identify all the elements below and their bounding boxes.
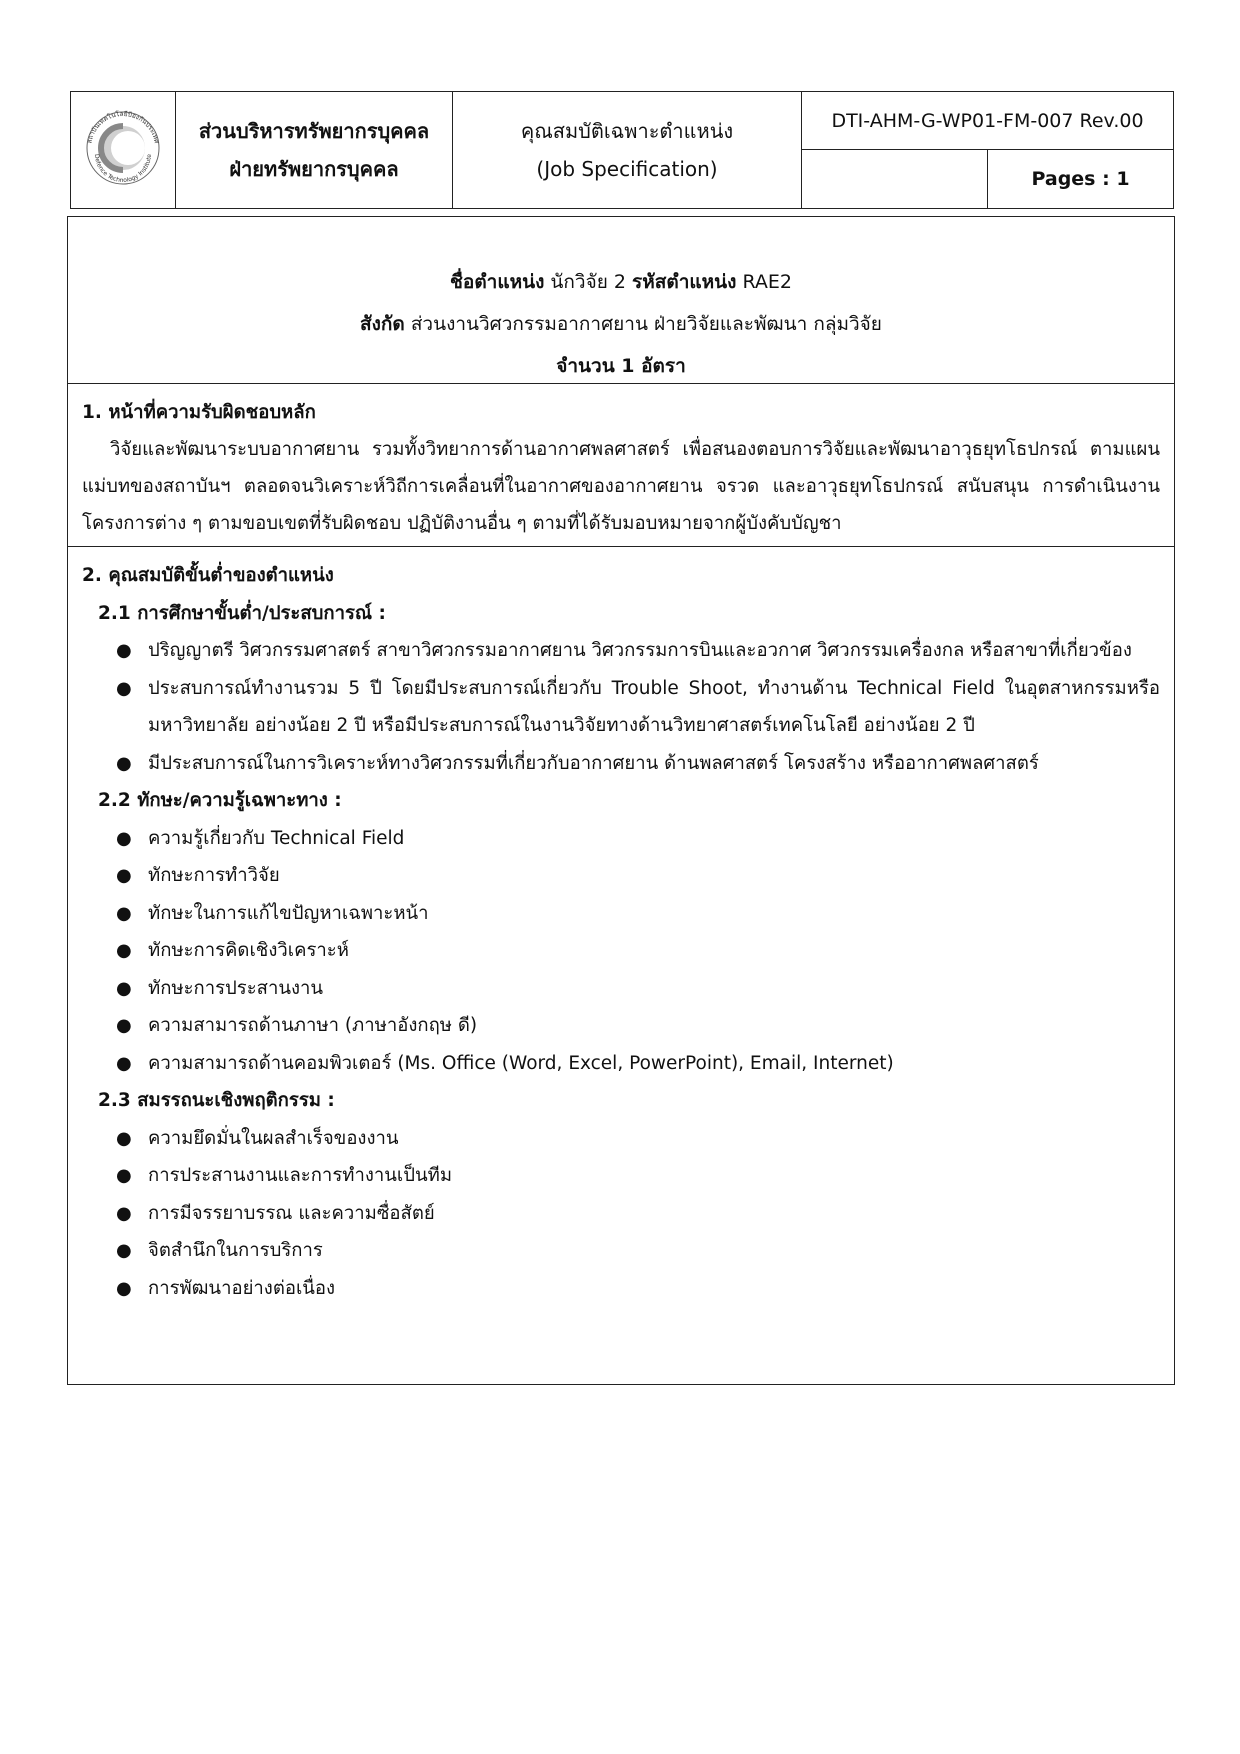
division-name: ฝ่ายทรัพยากรบุคคล xyxy=(229,157,399,181)
bullet-icon: ● xyxy=(116,640,132,661)
bullet-icon: ● xyxy=(116,677,132,699)
blank-cell xyxy=(802,150,988,209)
dti-logo-icon xyxy=(82,107,164,189)
list-item: ● ความยึดมั่นในผลสำเร็จของงาน xyxy=(82,1120,1160,1158)
bullet-icon: ● xyxy=(116,865,132,886)
qualifications-section xyxy=(68,547,1174,1307)
list-item: ● ประสบการณ์ทำงานรวม 5 ปี โดยมีประสบการณ์เกี่ยวกับ Trouble Shoot, ทำงานด้าน Technical Field ในอุตสาหกรรมหรือมหาวิทยาลัย อย่างน้อย 2 ปี หรือมีประสบการณ์ในงานวิจัยทางด้านวิทยาศาสตร์เทคโนโลยี อย่างน้อย 2 ปี xyxy=(82,670,1160,745)
bullet-icon: ● xyxy=(116,1052,132,1074)
bullet-icon: ● xyxy=(116,1015,132,1036)
bullet-icon: ● xyxy=(116,752,132,774)
form-title-thai: คุณสมบัติเฉพาะตำแหน่ง xyxy=(520,119,734,143)
competencies-heading: 2.3 สมรรถนะเชิงพฤติกรรม : xyxy=(98,1090,335,1111)
qualifications-heading: 2. คุณสมบัติขั้นต่ำของตำแหน่ง xyxy=(82,565,334,586)
list-item: ● มีประสบการณ์ในการวิเคราะห์ทางวิศวกรรมที่เกี่ยวกับอากาศยาน ด้านพลศาสตร์ โครงสร้าง หรืออากาศพลศาสตร์ xyxy=(82,745,1160,783)
form-title-cell xyxy=(453,92,802,209)
document-header xyxy=(70,91,1174,209)
page-count: Pages : 1 xyxy=(988,150,1174,209)
logo-text-top: สถาบันเทคโนโลยีป้องกันประเทศ xyxy=(85,109,161,145)
logo-cell xyxy=(71,92,176,209)
list-item: ● ความสามารถด้านภาษา (ภาษาอังกฤษ ดี) xyxy=(82,1007,1160,1045)
position-quota: จำนวน 1 อัตรา xyxy=(556,355,686,377)
position-code-label: รหัสตำแหน่ง xyxy=(632,271,737,293)
bullet-icon: ● xyxy=(116,1165,132,1186)
list-item: ● การมีจรรยาบรรณ และความซื่อสัตย์ xyxy=(82,1195,1160,1233)
list-item: ● ทักษะการประสานงาน xyxy=(82,970,1160,1008)
bullet-icon: ● xyxy=(116,940,132,961)
list-item: ● ความรู้เกี่ยวกับ Technical Field xyxy=(82,820,1160,858)
list-item: ● จิตสำนึกในการบริการ xyxy=(82,1232,1160,1270)
logo-text-bottom: Defence Technology Institute xyxy=(92,153,154,185)
list-item: ● ปริญญาตรี วิศวกรรมศาสตร์ สาขาวิศวกรรมอากาศยาน วิศวกรรมการบินและอวกาศ วิศวกรรมเครื่องกล หรือสาขาที่เกี่ยวข้อง xyxy=(82,632,1160,670)
position-section xyxy=(68,217,1174,384)
bullet-icon: ● xyxy=(116,827,132,849)
position-name-value: นักวิจัย 2 xyxy=(550,271,626,293)
job-specification-body xyxy=(67,216,1175,1385)
position-unit-label: สังกัด xyxy=(360,313,405,335)
list-item: ● ทักษะการทำวิจัย xyxy=(82,857,1160,895)
bullet-icon: ● xyxy=(116,1240,132,1261)
list-item: ● ความสามารถด้านคอมพิวเตอร์ (Ms. Office (Word, Excel, PowerPoint), Email, Internet) xyxy=(82,1045,1160,1083)
skills-list xyxy=(82,820,1160,1083)
competencies-list xyxy=(82,1120,1160,1308)
list-item: ● ทักษะการคิดเชิงวิเคราะห์ xyxy=(82,932,1160,970)
position-name-label: ชื่อตำแหน่ง xyxy=(450,271,545,293)
education-heading: 2.1 การศึกษาขั้นต่ำ/ประสบการณ์ : xyxy=(98,602,386,624)
bullet-icon: ● xyxy=(116,1277,132,1299)
skills-heading: 2.2 ทักษะ/ความรู้เฉพาะทาง : xyxy=(98,790,342,811)
bullet-icon: ● xyxy=(116,1202,132,1224)
list-item: ● การประสานงานและการทำงานเป็นทีม xyxy=(82,1157,1160,1195)
department-name: ส่วนบริหารทรัพยากรบุคคล xyxy=(198,119,430,143)
bullet-icon: ● xyxy=(116,902,132,924)
duties-text: วิจัยและพัฒนาระบบอากาศยาน รวมทั้งวิทยาการด้านอากาศพลศาสตร์ เพื่อสนองตอบการวิจัยและพัฒนาอาวุธยุทโธปกรณ์ ตามแผนแม่บทของสถาบันฯ ตลอดจนวิเคราะห์วิถีการเคลื่อนที่ในอากาศของอากาศยาน จรวด และอาวุธยุทโธปกรณ์ สนับสนุน การดำเนินงานโครงการต่าง ๆ ตามขอบเขตที่รับผิดชอบ ปฏิบัติงานอื่น ๆ ตามที่ได้รับมอบหมายจากผู้บังคับบัญชา xyxy=(82,439,1160,534)
form-title-english: (Job Specification) xyxy=(536,157,718,181)
bullet-icon: ● xyxy=(116,1127,132,1149)
education-list xyxy=(82,632,1160,782)
document-code: DTI-AHM-G-WP01-FM-007 Rev.00 xyxy=(802,92,1174,150)
bullet-icon: ● xyxy=(116,977,132,999)
duties-section xyxy=(68,384,1174,547)
duties-heading: 1. หน้าที่ความรับผิดชอบหลัก xyxy=(82,402,316,423)
list-item: ● การพัฒนาอย่างต่อเนื่อง xyxy=(82,1270,1160,1308)
position-unit-line xyxy=(68,303,1174,345)
position-unit-value: ส่วนงานวิศวกรรมอากาศยาน ฝ่ายวิจัยและพัฒนา กลุ่มวิจัย xyxy=(410,313,882,335)
list-item: ● ทักษะในการแก้ไขปัญหาเฉพาะหน้า xyxy=(82,895,1160,933)
position-code-value: RAE2 xyxy=(742,271,792,293)
position-name-line xyxy=(68,261,1174,303)
department-cell xyxy=(176,92,453,209)
